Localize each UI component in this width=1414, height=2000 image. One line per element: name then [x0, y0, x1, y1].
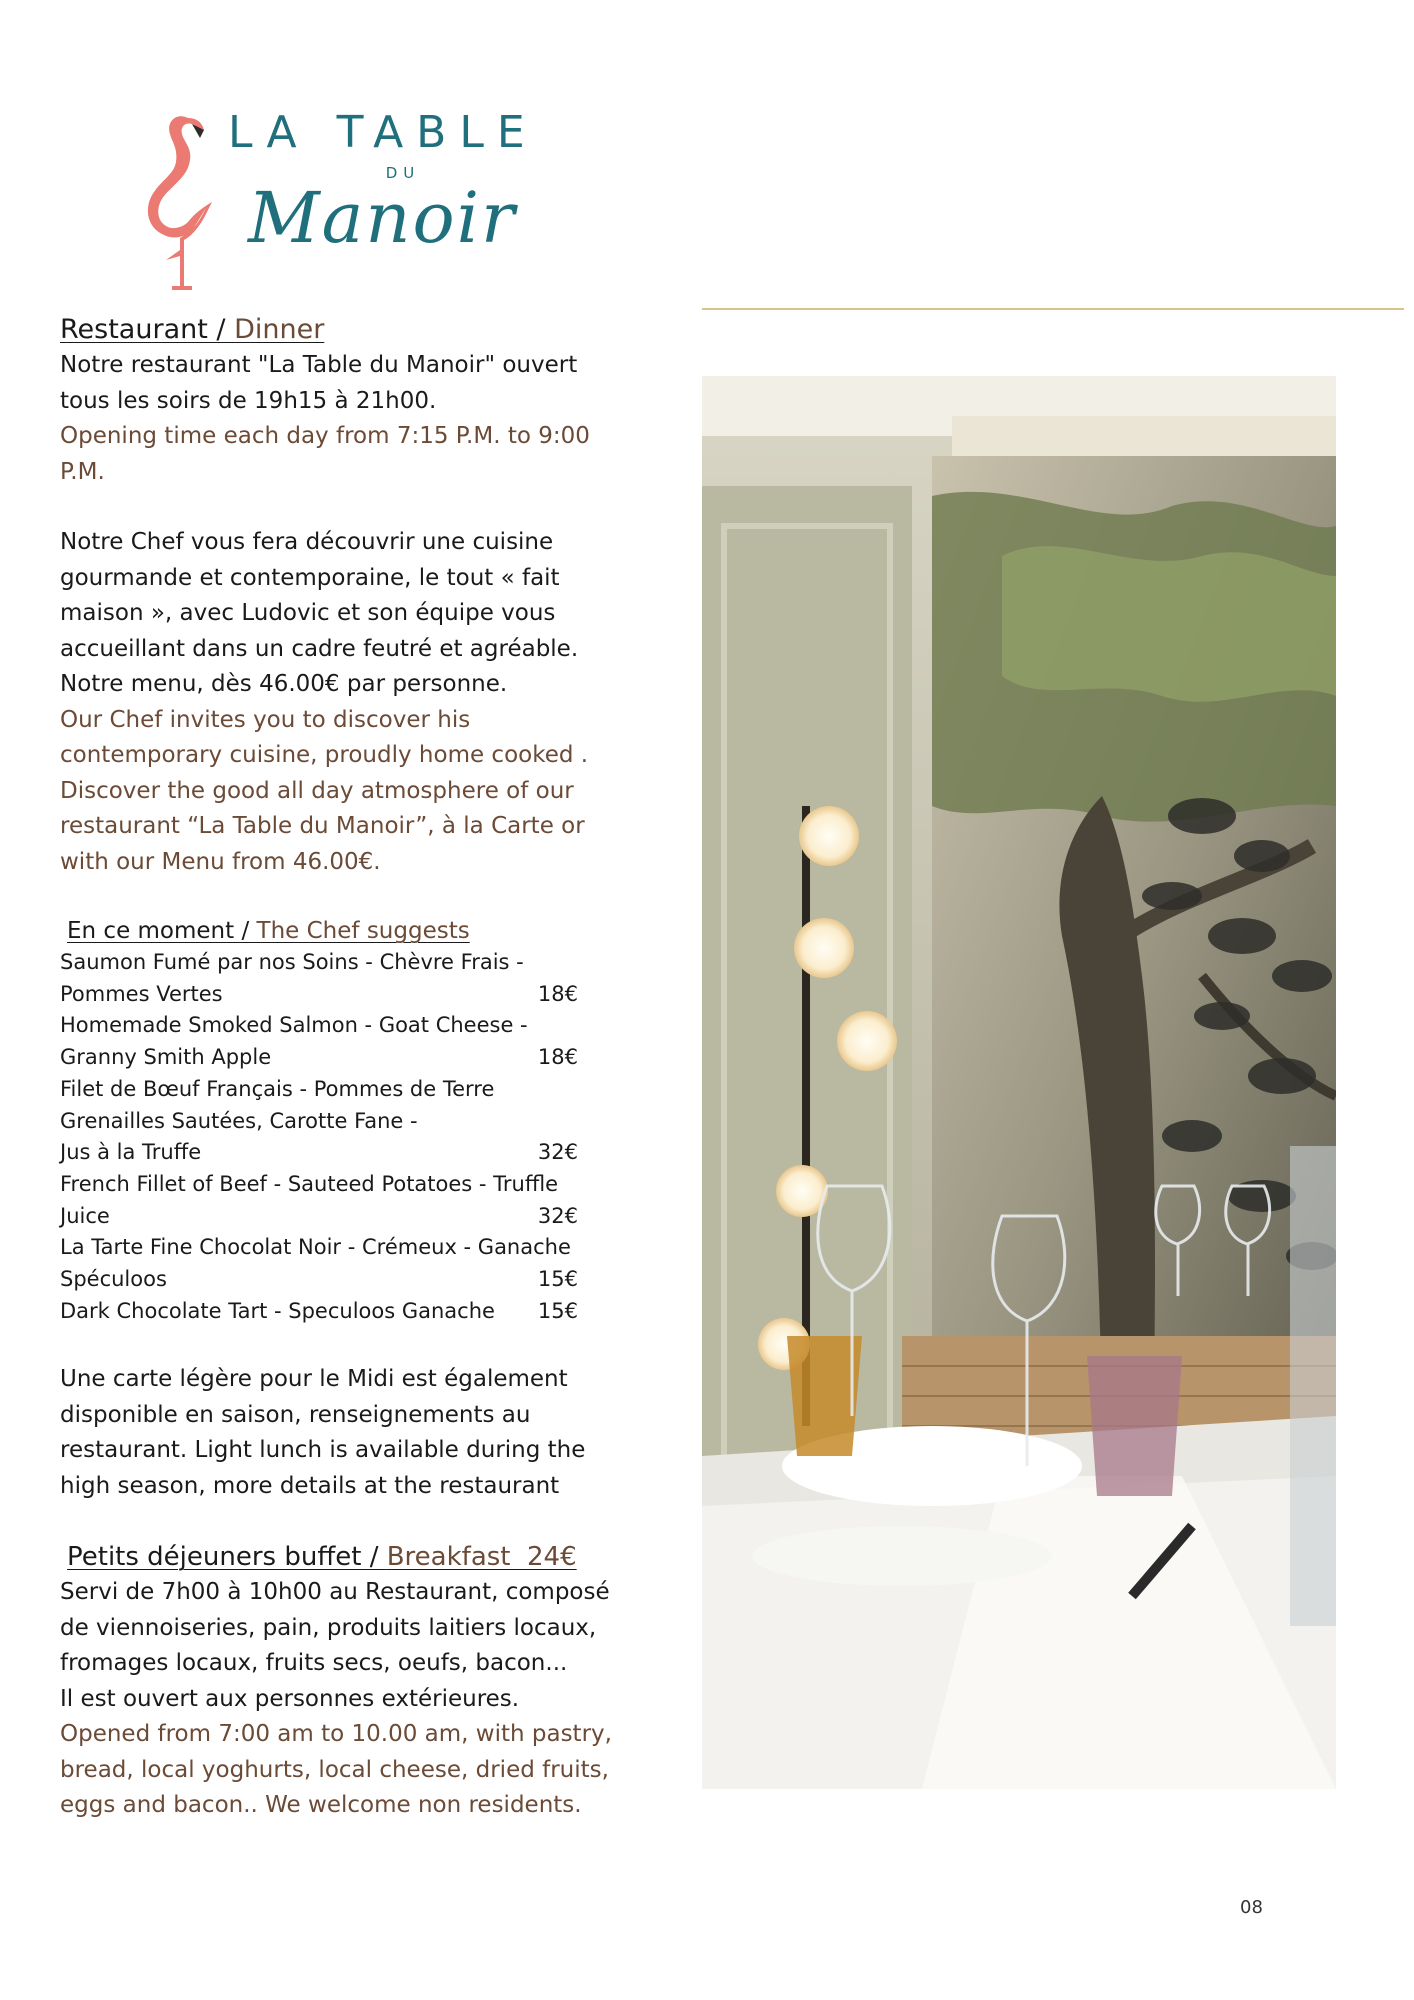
menu-item-line: Jus à la Truffe — [60, 1140, 202, 1165]
menu-item-line: Grenailles Sautées, Carotte Fane - — [60, 1108, 418, 1133]
menu-item-line: Spéculoos — [60, 1267, 167, 1292]
restaurant-photo-illustration — [702, 376, 1336, 1789]
menu-item — [60, 1169, 630, 1232]
menu-item — [60, 1296, 630, 1328]
suggestions-heading-en: The Chef suggests — [256, 918, 470, 944]
menu-item-price: 32€ — [537, 1203, 578, 1228]
page-number: 08 — [1240, 1897, 1263, 1918]
breakfast-description-fr: Servi de 7h00 à 10h00 au Restaurant, composé de viennoiseries, pain, produits laitiers locaux, fromages locaux, fruits secs, oeufs, bacon... — [60, 1579, 610, 1677]
menu-item-price: 18€ — [537, 981, 578, 1006]
logo-subtitle: DU — [385, 164, 421, 182]
menu-item-line: Pommes Vertes — [60, 981, 223, 1006]
menu-item-price: 18€ — [537, 1045, 578, 1070]
menu-item — [60, 1074, 630, 1169]
breakfast-heading — [67, 1539, 630, 1575]
menu-item-line: Saumon Fumé par nos Soins - Chèvre Frais - — [60, 950, 524, 974]
logo-wordmark — [228, 107, 562, 259]
menu-item-price: 32€ — [537, 1140, 578, 1165]
dinner-description-fr: Notre Chef vous fera découvrir une cuisine gourmande et contemporaine, le tout « fait maison », avec Ludovic et son équipe vous accueillant dans un cadre feutré et agréable. Notre menu, dès 46.00€ par personne. — [60, 529, 579, 697]
menu-item-line: Dark Chocolate Tart - Speculoos Ganache — [60, 1298, 495, 1323]
logo — [132, 108, 562, 300]
restaurant-photo — [702, 376, 1336, 1789]
menu-item-price: 15€ — [537, 1267, 578, 1292]
text-column — [60, 312, 630, 1824]
suggestions-heading — [67, 915, 630, 947]
lunch-info: Une carte légère pour le Midi est également disponible en saison, renseignements au restaurant. Light lunch is available during the high season, more details at the restaurant — [60, 1366, 586, 1499]
divider-rule — [702, 308, 1404, 310]
logo-script: Manoir — [248, 177, 517, 259]
logo-title: LA TABLE — [228, 107, 538, 158]
menu-item-line: Juice — [60, 1203, 110, 1228]
suggestions-heading-fr: En ce moment / — [67, 918, 257, 944]
dinner-description-en: Our Chef invites you to discover his contemporary cuisine, proudly home cooked . Discover the good all day atmosphere of our restaurant “La Table du Manoir”, à la Carte or with our Menu from 46.00€. — [60, 706, 589, 875]
menu-item-line: French Fillet of Beef - Sauteed Potatoes - Truffle — [60, 1171, 559, 1196]
dinner-heading-fr: Restaurant / — [60, 314, 235, 345]
breakfast-description-en: Opened from 7:00 am to 10.00 am, with pastry, bread, local yoghurts, local cheese, dried fruits, eggs and bacon.. We welcome non residents. — [60, 1721, 612, 1819]
menu-list — [60, 947, 630, 1327]
flamingo-icon — [132, 110, 222, 298]
menu-item-price: 15€ — [537, 1298, 578, 1323]
breakfast-heading-en: Breakfast 24€ — [386, 1542, 577, 1573]
dinner-hours-fr: Notre restaurant "La Table du Manoir" ouvert tous les soirs de 19h15 à 21h00. — [60, 352, 578, 414]
breakfast-heading-fr: Petits déjeuners buffet / — [67, 1542, 387, 1573]
breakfast-note-fr: Il est ouvert aux personnes extérieures. — [60, 1685, 520, 1712]
menu-item — [60, 947, 630, 1010]
menu-item — [60, 1232, 630, 1295]
menu-item-line: Filet de Bœuf Français - Pommes de Terre — [60, 1076, 495, 1101]
dinner-heading — [60, 312, 630, 348]
dinner-hours-en: Opening time each day from 7:15 P.M. to 9:00 P.M. — [60, 423, 590, 485]
dinner-heading-en: Dinner — [234, 314, 325, 345]
menu-item-line: Homemade Smoked Salmon - Goat Cheese - — [60, 1013, 528, 1038]
menu-item — [60, 1010, 630, 1073]
menu-item-line: Granny Smith Apple — [60, 1045, 272, 1070]
menu-item-line: La Tarte Fine Chocolat Noir - Crémeux - Ganache — [60, 1235, 571, 1260]
